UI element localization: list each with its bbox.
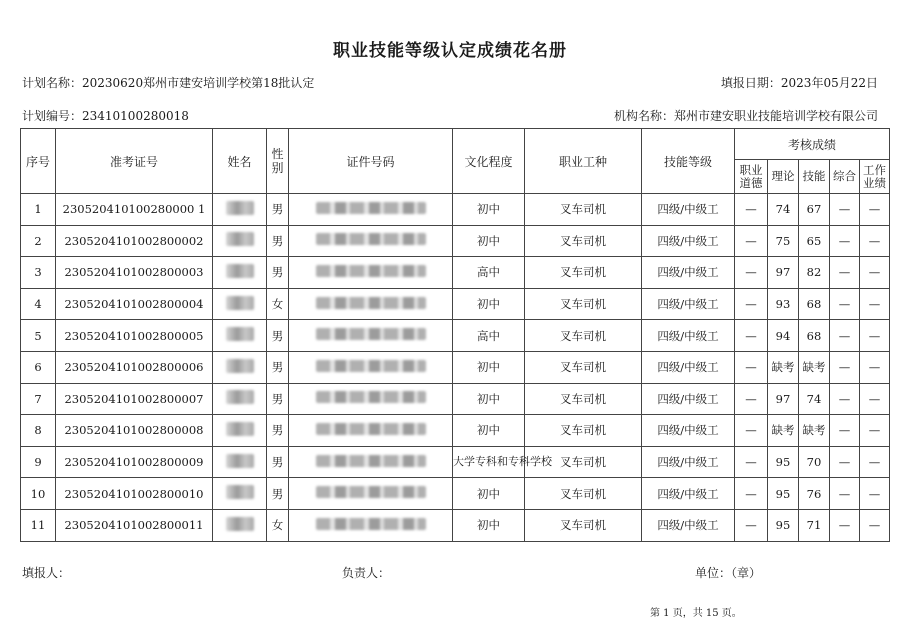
page-title: 职业技能等级认定成绩花名册 [333,41,567,61]
cell-theory: 75 [768,225,799,257]
cell-theory: 74 [768,194,799,226]
redacted-id-number [316,202,426,214]
redacted-name [226,296,254,310]
cell-education: 高中 [453,320,525,352]
cell-gender: 男 [267,383,289,415]
redacted-id-number [316,455,426,467]
cell-level: 四级/中级工 [642,383,735,415]
redacted-id-number [316,265,426,277]
cell-exam-no: 2305204101002800003 [56,257,213,289]
cell-seq: 7 [21,383,56,415]
cell-education: 初中 [453,351,525,383]
cell-job: 叉车司机 [525,509,642,541]
cell-seq: 10 [21,478,56,510]
cell-exam-no: 2305204101002800011 [56,509,213,541]
cell-id-no [289,225,453,257]
cell-name [213,225,267,257]
cell-work: — [860,383,890,415]
redacted-name [226,359,254,373]
cell-name [213,320,267,352]
header-theory: 理论 [768,160,799,194]
cell-education: 初中 [453,225,525,257]
cell-name [213,194,267,226]
cell-work: — [860,509,890,541]
cell-level: 四级/中级工 [642,225,735,257]
unit-seal-label: 单位：（章） [695,566,762,580]
cell-ethics: — [735,383,768,415]
header-work: 工作业绩 [860,160,890,194]
cell-gender: 男 [267,320,289,352]
cell-seq: 4 [21,288,56,320]
cell-ethics: — [735,194,768,226]
cell-skill: 71 [799,509,830,541]
cell-overall: — [830,320,860,352]
table-row [21,288,890,320]
cell-level: 四级/中级工 [642,194,735,226]
header-skill: 技能 [799,160,830,194]
redacted-id-number [316,391,426,403]
cell-gender: 男 [267,351,289,383]
redacted-id-number [316,360,426,372]
cell-skill: 74 [799,383,830,415]
redacted-name [226,422,254,436]
cell-theory: 97 [768,257,799,289]
table-row [21,194,890,226]
cell-name [213,478,267,510]
cell-ethics: — [735,320,768,352]
cell-theory: 95 [768,478,799,510]
cell-education: 初中 [453,509,525,541]
cell-education: 初中 [453,288,525,320]
cell-id-no [289,478,453,510]
cell-name [213,288,267,320]
cell-level: 四级/中级工 [642,415,735,447]
cell-ethics: — [735,351,768,383]
redacted-name [226,232,254,246]
redacted-name [226,390,254,404]
cell-seq: 8 [21,415,56,447]
cell-theory: 94 [768,320,799,352]
cell-theory: 93 [768,288,799,320]
cell-gender: 男 [267,257,289,289]
cell-job: 叉车司机 [525,288,642,320]
cell-skill: 70 [799,446,830,478]
cell-skill: 68 [799,288,830,320]
score-roster-table [20,128,890,542]
cell-exam-no: 2305204101002800005 [56,320,213,352]
cell-gender: 男 [267,415,289,447]
table-row [21,415,890,447]
plan-number: 计划编号：23410100280018 [22,109,189,123]
cell-job: 叉车司机 [525,194,642,226]
cell-work: — [860,415,890,447]
cell-work: — [860,351,890,383]
cell-ethics: — [735,509,768,541]
cell-education: 初中 [453,415,525,447]
redacted-id-number [316,518,426,530]
cell-theory: 缺考 [768,415,799,447]
header-ethics: 职业道德 [735,160,768,194]
cell-education: 初中 [453,478,525,510]
redacted-id-number [316,297,426,309]
table-row [21,351,890,383]
cell-overall: — [830,225,860,257]
cell-level: 四级/中级工 [642,446,735,478]
cell-exam-no: 2305204101002800007 [56,383,213,415]
cell-job: 叉车司机 [525,478,642,510]
redacted-id-number [316,233,426,245]
cell-education: 初中 [453,194,525,226]
cell-level: 四级/中级工 [642,288,735,320]
cell-id-no [289,415,453,447]
cell-job: 叉车司机 [525,415,642,447]
fill-date: 填报日期：2023年05月22日 [720,76,878,90]
cell-id-no [289,194,453,226]
cell-exam-no: 2305204101002800006 [56,351,213,383]
redacted-id-number [316,423,426,435]
cell-ethics: — [735,415,768,447]
cell-ethics: — [735,225,768,257]
cell-id-no [289,383,453,415]
header-name: 姓名 [213,129,267,194]
cell-job: 叉车司机 [525,225,642,257]
cell-theory: 97 [768,383,799,415]
cell-name [213,509,267,541]
cell-skill: 缺考 [799,415,830,447]
cell-id-no [289,351,453,383]
cell-work: — [860,320,890,352]
cell-exam-no: 230520410100280000 1 [56,194,213,226]
cell-ethics: — [735,446,768,478]
redacted-name [226,327,254,341]
cell-gender: 男 [267,194,289,226]
cell-ethics: — [735,288,768,320]
header-education: 文化程度 [453,129,525,194]
cell-exam-no: 2305204101002800004 [56,288,213,320]
cell-gender: 女 [267,509,289,541]
table-row [21,320,890,352]
filler-label: 填报人： [22,566,71,580]
cell-gender: 男 [267,478,289,510]
cell-exam-no: 2305204101002800009 [56,446,213,478]
header-seq: 序号 [21,129,56,194]
cell-overall: — [830,257,860,289]
cell-seq: 9 [21,446,56,478]
cell-seq: 6 [21,351,56,383]
cell-seq: 1 [21,194,56,226]
cell-seq: 3 [21,257,56,289]
header-gender: 性别 [267,129,289,194]
cell-skill: 67 [799,194,830,226]
cell-id-no [289,509,453,541]
redacted-name [226,485,254,499]
header-id-no: 证件号码 [289,129,453,194]
cell-work: — [860,478,890,510]
cell-overall: — [830,446,860,478]
cell-education: 大学专科和专科学校 [453,446,525,478]
redacted-name [226,454,254,468]
table-row [21,257,890,289]
cell-job: 叉车司机 [525,446,642,478]
cell-work: — [860,257,890,289]
cell-id-no [289,288,453,320]
cell-work: — [860,446,890,478]
plan-name: 计划名称：20230620郑州市建安培训学校第18批认定 [22,76,315,90]
cell-overall: — [830,351,860,383]
cell-level: 四级/中级工 [642,509,735,541]
cell-overall: — [830,194,860,226]
cell-level: 四级/中级工 [642,351,735,383]
redacted-id-number [316,486,426,498]
cell-exam-no: 2305204101002800002 [56,225,213,257]
cell-level: 四级/中级工 [642,478,735,510]
cell-seq: 11 [21,509,56,541]
cell-id-no [289,446,453,478]
cell-work: — [860,225,890,257]
organization-name: 机构名称：郑州市建安职业技能培训学校有限公司 [613,109,878,123]
table-row [21,383,890,415]
cell-skill: 65 [799,225,830,257]
leader-label: 负责人： [342,566,391,580]
cell-theory: 缺考 [768,351,799,383]
table-row [21,225,890,257]
header-job: 职业工种 [525,129,642,194]
cell-level: 四级/中级工 [642,320,735,352]
cell-name [213,446,267,478]
cell-gender: 女 [267,288,289,320]
cell-work: — [860,194,890,226]
cell-work: — [860,288,890,320]
cell-exam-no: 2305204101002800008 [56,415,213,447]
cell-seq: 2 [21,225,56,257]
cell-skill: 68 [799,320,830,352]
cell-id-no [289,320,453,352]
cell-job: 叉车司机 [525,351,642,383]
table-row [21,478,890,510]
header-overall: 综合 [830,160,860,194]
cell-job: 叉车司机 [525,320,642,352]
redacted-name [226,517,254,531]
cell-job: 叉车司机 [525,383,642,415]
cell-name [213,257,267,289]
cell-theory: 95 [768,446,799,478]
table-row [21,446,890,478]
cell-skill: 76 [799,478,830,510]
cell-job: 叉车司机 [525,257,642,289]
cell-skill: 缺考 [799,351,830,383]
cell-level: 四级/中级工 [642,257,735,289]
cell-education: 初中 [453,383,525,415]
cell-ethics: — [735,257,768,289]
cell-skill: 82 [799,257,830,289]
redacted-name [226,264,254,278]
header-scores: 考核成绩 [735,129,890,160]
cell-overall: — [830,415,860,447]
redacted-id-number [316,328,426,340]
cell-id-no [289,257,453,289]
cell-education: 高中 [453,257,525,289]
cell-theory: 95 [768,509,799,541]
table-row [21,509,890,541]
redacted-name [226,201,254,215]
header-level: 技能等级 [642,129,735,194]
cell-overall: — [830,509,860,541]
cell-name [213,351,267,383]
cell-name [213,415,267,447]
cell-overall: — [830,288,860,320]
cell-exam-no: 2305204101002800010 [56,478,213,510]
cell-gender: 男 [267,225,289,257]
cell-overall: — [830,478,860,510]
cell-ethics: — [735,478,768,510]
cell-overall: — [830,383,860,415]
cell-name [213,383,267,415]
cell-seq: 5 [21,320,56,352]
page-indicator: 第 1 页，共 15 页。 [650,608,742,619]
cell-gender: 男 [267,446,289,478]
header-exam-no: 准考证号 [56,129,213,194]
